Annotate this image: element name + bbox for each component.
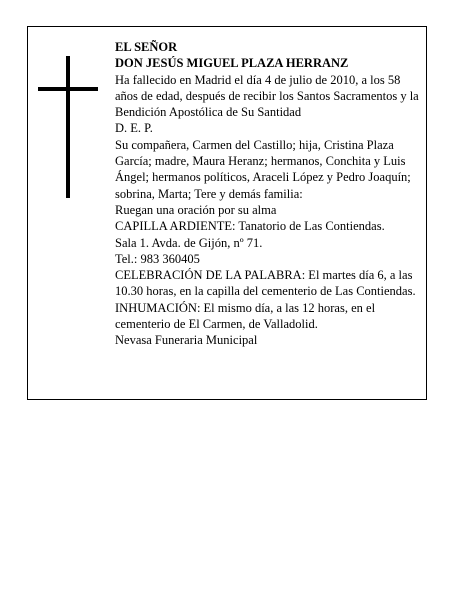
title-line-2: DON JESÚS MIGUEL PLAZA HERRANZ — [115, 56, 349, 71]
burial-text: El mismo día, a las 12 horas, en el cementerio de El Carmen, de Valladolid. — [115, 300, 376, 332]
celebration-paragraph: CELEBRACIÓN DE LA PALABRA: El martes día 6, a las 10.30 horas, en la capilla del cementerio de Las Contiendas. — [115, 268, 416, 299]
cross-vertical-bar — [66, 56, 70, 198]
funeral-home-line: Nevasa Funeraria Municipal — [115, 333, 258, 348]
death-paragraph: Ha fallecido en Madrid el día 4 de julio de 2010, a los 58 años de edad, después de recibir los Santos Sacramentos y la Bendición Apostólica de Su Santidad — [115, 72, 419, 120]
chapel-line-2: Sala 1. Avda. de Gijón, nº 71. — [115, 235, 263, 250]
notice-text — [115, 39, 419, 349]
cross-icon — [38, 56, 98, 198]
family-paragraph: Su compañera, Carmen del Castillo; hija, Cristina Plaza García; madre, Maura Heranz; hermanos, Conchita y Luis Ángel; hermanos políticos, Araceli López y Pedro Joaquín; sobrina, Marta; Tere y demás familia: — [115, 137, 411, 201]
dep-line: D. E. P. — [115, 121, 153, 136]
prayer-line: Ruegan una oración por su alma — [115, 202, 277, 217]
burial-paragraph — [115, 300, 419, 333]
phone-line: Tel.: 983 360405 — [115, 251, 200, 266]
burial-label: INHUMACIÓN: — [115, 300, 201, 315]
chapel-line-1: CAPILLA ARDIENTE: Tanatorio de Las Contiendas. — [115, 219, 385, 234]
title-line-1: EL SEÑOR — [115, 40, 178, 54]
cross-horizontal-bar — [38, 87, 98, 91]
obituary-notice — [27, 26, 427, 400]
